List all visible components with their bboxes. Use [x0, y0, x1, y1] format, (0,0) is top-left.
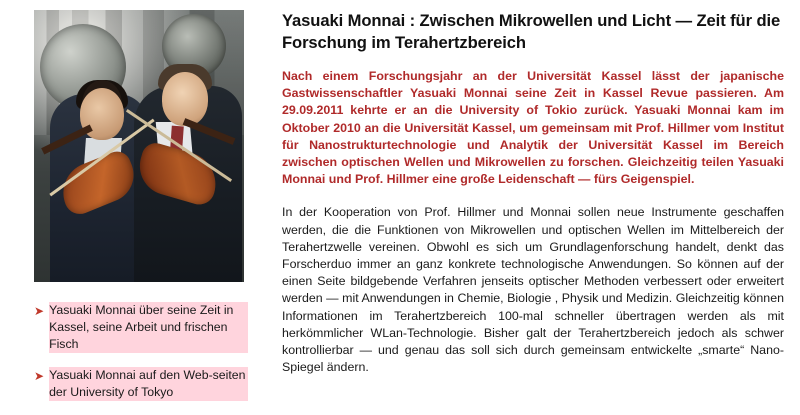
left-column	[12, 10, 260, 415]
article-lead: Nach einem Forschungsjahr an der Universität Kassel lässt der japanische Gastwissenschaftler Yasuaki Monnai seine Zeit in Kassel Revue passieren. Am 29.09.2011 kehrte er an die University of Tokio zurück. Yasuaki Monnai kam im Oktober 2010 an die Universität Kassel, um gemeinsam mit Prof. Hillmer vom Institut für Nanostrukturtechnologie und Analytik der Universität Kassel im Bereich zwischen optischen Wellen und Mikrowellen zu forschen. Gleichzeitig teilen Yasuaki Monnai und Prof. Hillmer eine große Leidenschaft — fürs Geigenspiel.	[282, 69, 784, 187]
page-title: Yasuaki Monnai : Zwischen Mikrowellen und Licht — Zeit für die Forschung im Terahertzbereich	[282, 11, 781, 52]
article-body: In der Kooperation von Prof. Hillmer und Monnai sollen neue Instrumente geschaffen werden, die die Funktionen von Mikrowellen und optischen Wellen im Mittelbereich der Terahertzwelle vereinen. Obwohl es sich um Grundlagenforschung handelt, denkt das Forscherduo immer an ganz konkrete technologische Anwendungen. So können auf der einen Seite bildgebende Verfahren jenseits optischer Methoden verbessert oder erweitert werden — mit Anwendungen in Chemie, Biologie , Physik und Medizin. Gleichzeitig können Informationen im Terahertzbereich 100-mal schneller übertragen werden als mit herkömmlicher WLan-Technologie. Bisher galt der Terahertzbereich jedoch als schwer kontrollierbar — und genau das soll sich durch gemeinsam entwickelte „smarte“ Nano-Spiegel ändern.	[282, 205, 784, 375]
arrow-right-icon: ➤	[34, 304, 45, 318]
teaser-link-label[interactable]: Yasuaki Monnai über seine Zeit in Kassel, seine Arbeit und frischen Fisch	[49, 302, 248, 353]
teaser-link-list	[34, 302, 248, 401]
right-column	[260, 10, 788, 376]
article-photo	[34, 10, 244, 282]
teaser-link-label[interactable]: Yasuaki Monnai auf den Web-seiten der University of Tokyo	[49, 367, 248, 401]
arrow-right-icon: ➤	[34, 369, 45, 383]
list-item[interactable]	[34, 367, 248, 401]
list-item[interactable]	[34, 302, 248, 353]
